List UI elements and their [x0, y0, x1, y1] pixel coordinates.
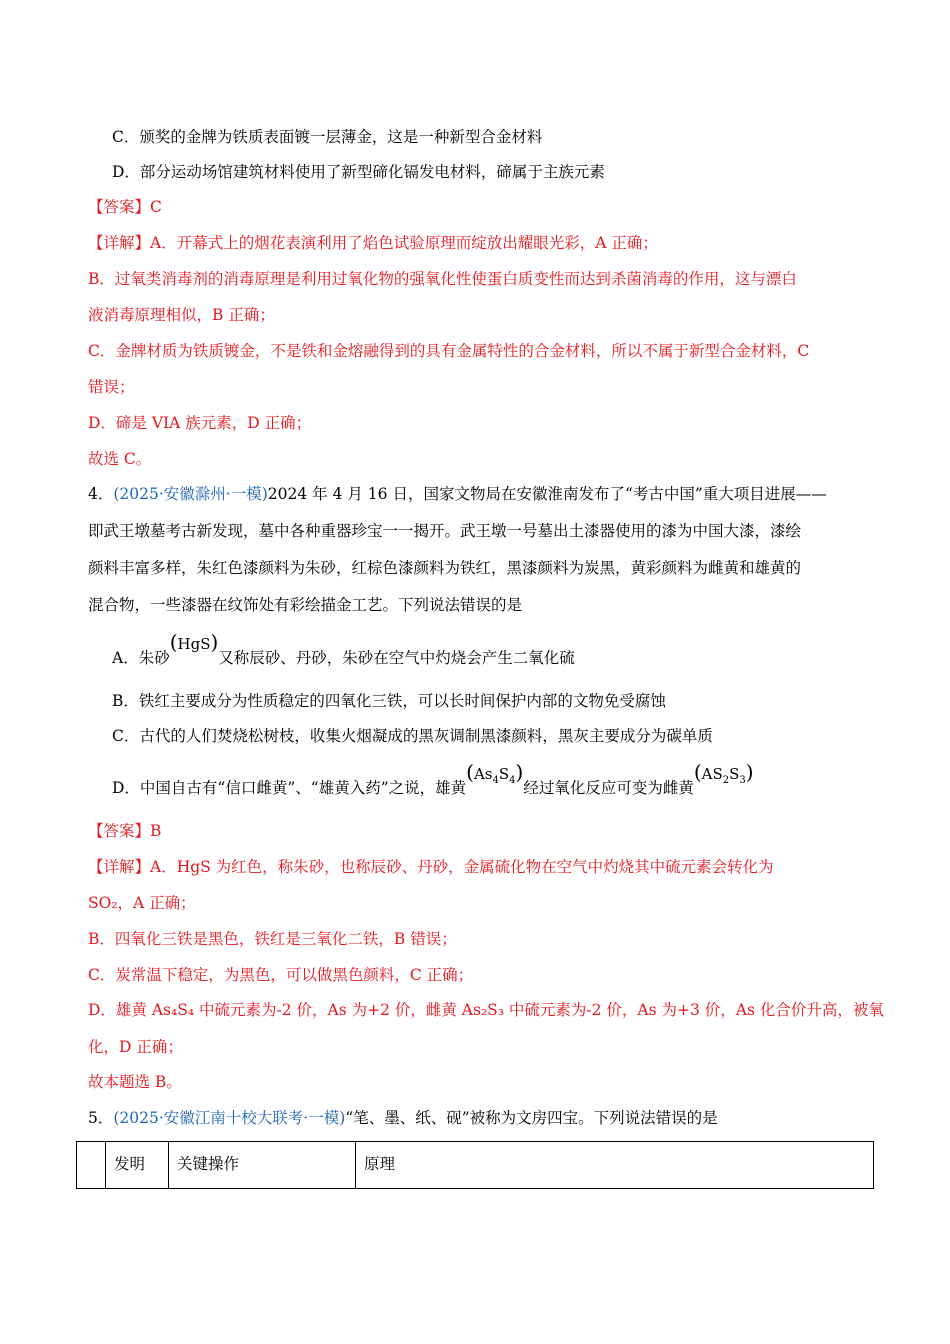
- q5-stem: [88, 1111, 718, 1127]
- q3-detail-c-line1: C．金牌材质为铁质镀金，不是铁和金熔融得到的具有金属特性的合金材料，所以不属于新型合金材料，C: [88, 342, 810, 360]
- q4-conclusion: 故本题选 B。: [88, 1073, 182, 1091]
- q4-detail-d-line1: D．雄黄 As₄S₄ 中硫元素为-2 价，As 为+2 价，雌黄 As₂S₃ 中硫元素为-2 价，As 为+3 价，As 化合价升高，被氧: [88, 1001, 884, 1019]
- q3-conclusion: 故选 C。: [88, 450, 152, 468]
- q3-detail-a: 【详解】A．开幕式上的烟花表演利用了焰色试验原理而绽放出耀眼光彩，A 正确；: [88, 234, 658, 252]
- q3-detail-d: D．碲是 VIA 族元素，D 正确；: [88, 414, 312, 432]
- q4-source: (2025·安徽滁州·一模): [113, 485, 268, 503]
- q5-number: 5．: [88, 1109, 114, 1127]
- table-header-cell: 发明: [106, 1142, 169, 1189]
- q5-source: (2025·安徽江南十校大联考·一模): [113, 1109, 346, 1127]
- table-header-cell: 原理: [356, 1142, 874, 1189]
- q3-option-c: C．颁奖的金牌为铁质表面镀一层薄金，这是一种新型合金材料: [112, 128, 543, 146]
- q5-stem-text: “笔、墨、纸、砚”被称为文房四宝。下列说法错误的是: [345, 1109, 718, 1127]
- q4-detail-a-line1: 【详解】A．HgS 为红色，称朱砂，也称辰砂、丹砂，金属硫化物在空气中灼烧其中硫元素会转化为: [88, 858, 774, 876]
- q4-detail-a-line2: SO₂，A 正确；: [88, 894, 196, 912]
- q5-table: [76, 1141, 874, 1189]
- table-header-row: [77, 1142, 874, 1189]
- q3-detail-b-line2: 液消毒原理相似，B 正确；: [88, 306, 275, 324]
- q4-option-b: B．铁红主要成分为性质稳定的四氧化三铁，可以长时间保护内部的文物免受腐蚀: [112, 692, 666, 710]
- q4-stem-line1: [88, 487, 827, 503]
- q4-detail-b: B．四氧化三铁是黑色，铁红是三氧化二铁，B 错误；: [88, 930, 457, 948]
- q4-stem-line2: 即武王墩墓考古新发现，墓中各种重器珍宝一一揭开。武王墩一号墓出土漆器使用的漆为中国大漆，漆绘: [88, 522, 802, 540]
- q4-option-a: A．朱砂(HgS)又称辰砂、丹砂，朱砂在空气中灼烧会产生二氧化硫: [112, 630, 575, 667]
- q3-detail-c-line2: 错误；: [88, 378, 135, 396]
- q4-detail-d-line2: 化，D 正确；: [88, 1038, 183, 1056]
- q4-stem-text: 2024 年 4 月 16 日，国家文物局在安徽淮南发布了“考古中国”重大项目进展——: [267, 485, 827, 503]
- hgs-formula: (HgS): [169, 630, 219, 654]
- q4-option-d: D．中国自古有“信口雌黄”、“雄黄入药”之说，雄黄$(As_4S_4)$经过氧化反应可变为雌黄$(AS_2S_3)$: [112, 760, 754, 797]
- q4-option-c: C．古代的人们焚烧松树枝，收集火烟凝成的黑灰调制黑漆颜料，黑灰主要成分为碳单质: [112, 727, 713, 745]
- q3-detail-b-line1: B．过氧类消毒剂的消毒原理是利用过氧化物的强氧化性使蛋白质变性而达到杀菌消毒的作用，这与漂白: [88, 270, 797, 288]
- as4s4-formula: $(As_4S_4)$: [466, 760, 524, 786]
- q3-option-d: D．部分运动场馆建筑材料使用了新型碲化镉发电材料，碲属于主族元素: [112, 163, 605, 181]
- q3-answer: 【答案】C: [88, 198, 162, 216]
- q4-stem-line4: 混合物，一些漆器在纹饰处有彩绘描金工艺。下列说法错误的是: [88, 596, 523, 614]
- q4-detail-c: C．炭常温下稳定，为黑色，可以做黑色颜料，C 正确；: [88, 966, 474, 984]
- q4-answer: 【答案】B: [88, 822, 162, 840]
- as2s3-formula: $(AS_2S_3)$: [693, 760, 754, 786]
- table-header-cell: [77, 1142, 106, 1189]
- table-header-cell: 关键操作: [169, 1142, 356, 1189]
- q4-stem-line3: 颜料丰富多样，朱红色漆颜料为朱砂，红棕色漆颜料为铁红，黑漆颜料为炭黑，黄彩颜料为雌黄和雄黄的: [88, 559, 802, 577]
- q4-number: 4．: [88, 485, 114, 503]
